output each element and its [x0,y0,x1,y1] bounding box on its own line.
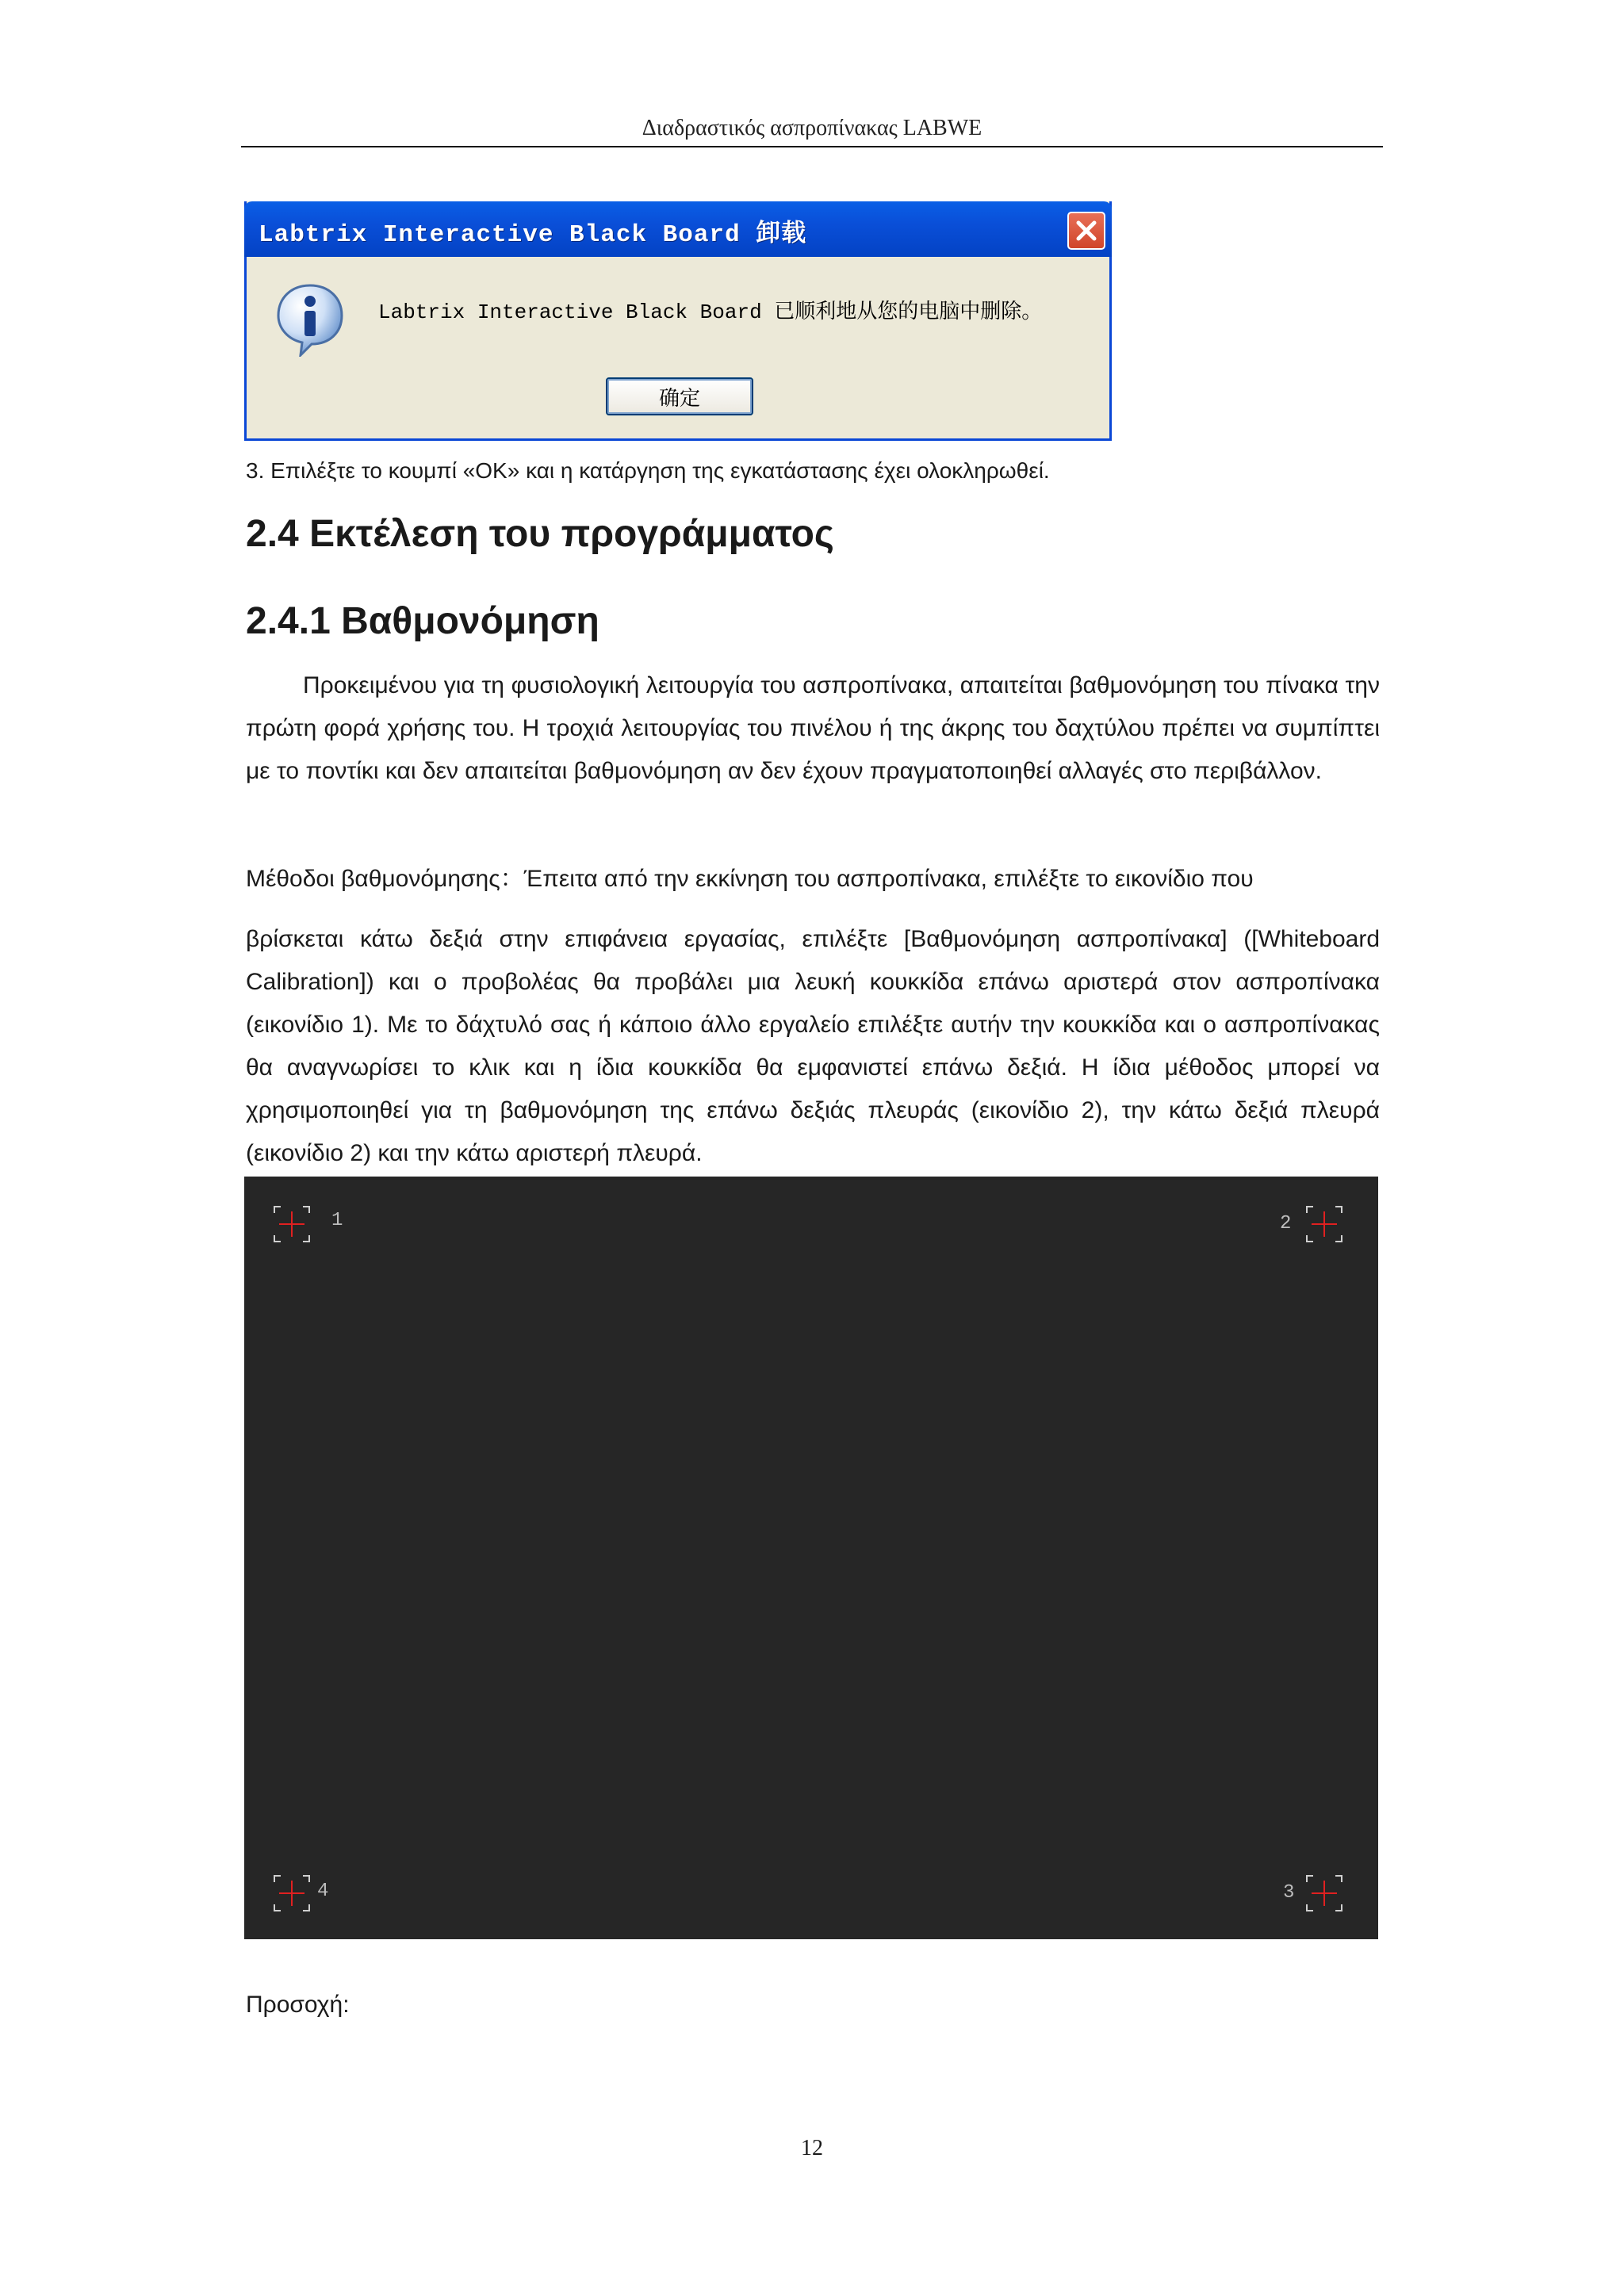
dialog-titlebar[interactable] [244,201,1112,257]
calibration-screen [244,1177,1378,1939]
calibration-label-2: 2 [1280,1213,1292,1234]
figure-caption: 3. Επιλέξτε το κουμπί «ΟΚ» και η κατάργηση της εγκατάστασης έχει ολοκληρωθεί. [246,458,1050,483]
calibration-label-3: 3 [1283,1882,1295,1904]
page-number: 12 [801,2136,823,2160]
subsection-heading: 2.4.1 Βαθμονόμηση [246,600,599,642]
calibration-target-4[interactable] [273,1874,311,1912]
running-header: Διαδραστικός ασπροπίνακας LABWE [642,116,982,140]
paragraph-methods: βρίσκεται κάτω δεξιά στην επιφάνεια εργασίας, επιλέξτε [Βαθμονόμηση ασπροπίνακα] ([Whiteboard Calibration]) και ο προβολέας θα προβάλει μια λευκή κουκκίδα επάνω αριστερά στον ασπροπίνακα (εικονίδιο 1). Με το δάχτυλό σας ή κάποιο άλλο εργαλείο επιλέξτε αυτήν την κουκκίδα και ο ασπροπίνακας θα αναγνωρίσει το κλικ και η ίδια κουκκίδα θα εμφανιστεί επάνω δεξιά. Η ίδια μέθοδος μπορεί να χρησιμοποιηθεί για τη βαθμονόμηση της επάνω δεξιάς πλευράς (εικονίδιο 2), την κάτω δεξιά πλευρά (εικονίδιο 2) και την κάτω αριστερή πλευρά. [246,926,1380,1166]
close-icon [1075,220,1097,242]
paragraph-methods-intro: Μέθοδοι βαθμονόμησης：Έπειτα από την εκκίνηση του ασπροπίνακα, επιλέξτε το εικονίδιο που [246,866,1254,892]
section-heading: 2.4 Εκτέλεση του προγράμματος [246,513,834,555]
dialog-message: Labtrix Interactive Black Board 已顺利地从您的电脑中删除。 [378,300,1043,324]
calibration-target-3[interactable] [1305,1874,1343,1912]
paragraph-intro: Προκειμένου για τη φυσιολογική λειτουργία του ασπροπίνακα, απαιτείται βαθμονόμηση του πίνακα την πρώτη φορά χρήσης του. Η τροχιά λειτουργίας του πινέλου ή της άκρης του δαχτύλου πρέπει να συμπίπτει με το ποντίκι και δεν απαιτείται βαθμονόμηση αν δεν έχουν πραγματοποιηθεί αλλαγές στο περιβάλλον. [246,672,1380,784]
caution-label: Προσοχή: [246,1992,350,2018]
uninstall-dialog [244,201,1112,441]
calibration-label-1: 1 [331,1210,343,1231]
calibration-target-1[interactable] [273,1205,311,1243]
header-rule [241,146,1383,147]
dialog-title: Labtrix Interactive Black Board 卸载 [259,221,807,249]
close-button[interactable] [1067,212,1105,250]
ok-button[interactable]: 确定 [606,377,753,415]
calibration-target-2[interactable] [1305,1205,1343,1243]
calibration-label-4: 4 [317,1881,329,1902]
info-icon [274,281,347,357]
